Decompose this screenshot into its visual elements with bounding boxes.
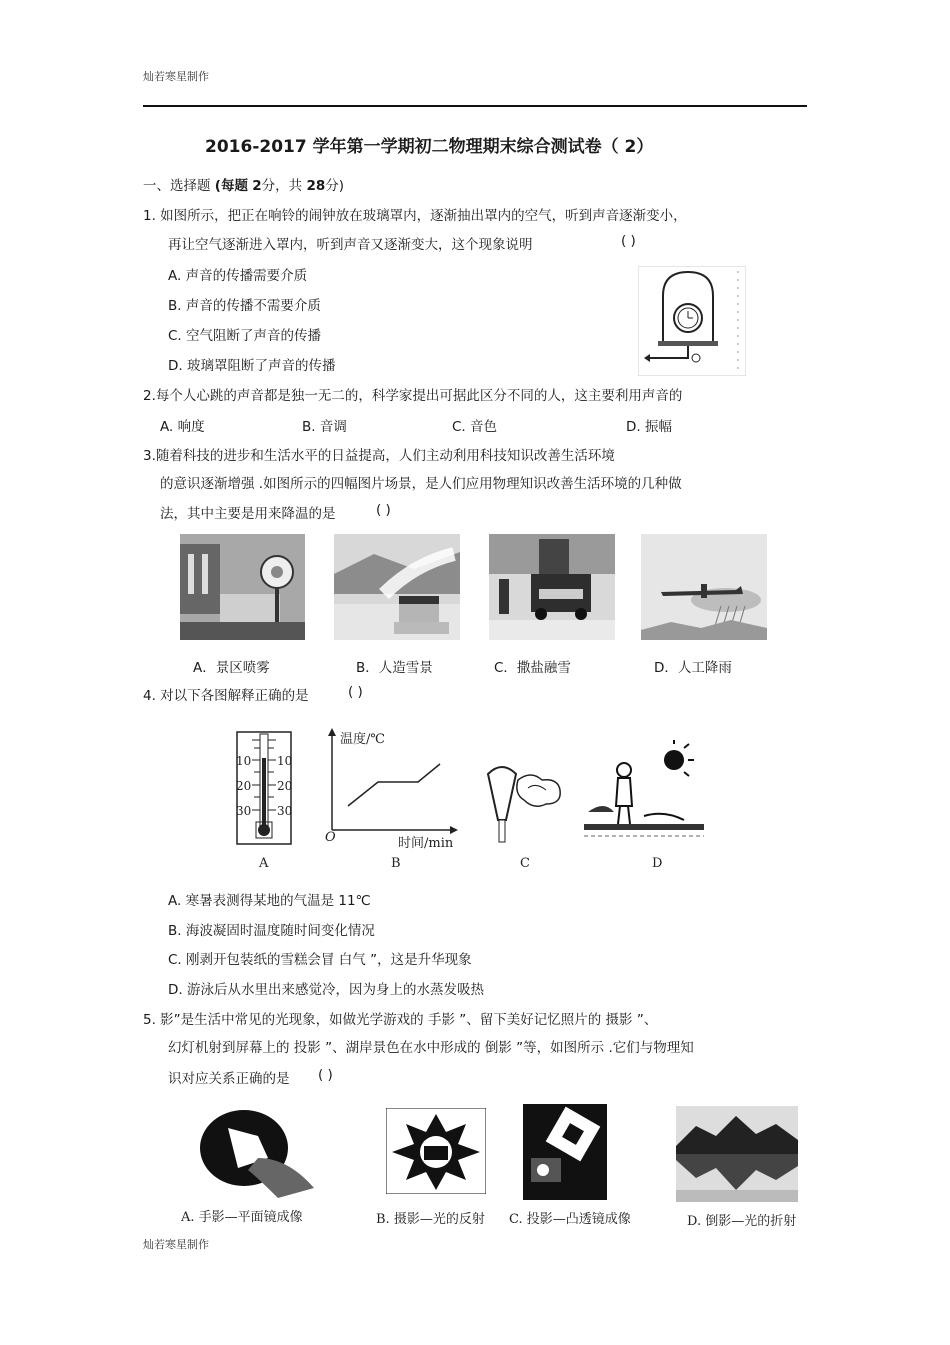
maker-header: 灿若寒星制作 [143,70,209,83]
thermo-tick-left-30: 30 [236,804,252,818]
q5-caption-d: D. 倒影—光的折射 [687,1214,797,1229]
q5-line3: 识对应关系正确的是 [168,1071,290,1087]
q5-line1: 5. 影”是生活中常见的光现象，如做光学游戏的 手影 ”、留下美好记忆照片的 摄影 ”、 [143,1012,658,1028]
photo-spray [180,534,305,640]
q4-option-d: D. 游泳后从水里出来感觉冷，因为身上的水蒸发吸热 [168,982,484,998]
q5-caption-c: C. 投影—凸透镜成像 [509,1212,631,1227]
q4-fig-label-b: B [391,856,401,871]
q4-fig-label-c: C [520,856,530,871]
photo-salt [489,534,615,640]
camera-flash-image [386,1108,486,1194]
q3-caption-b: B．人造雪景 [356,660,433,676]
photo-snow [334,534,460,640]
q4-option-a: A. 寒暑表测得某地的气温是 11℃ [168,893,371,909]
swimmer-figure [584,740,704,840]
q5-caption-b: B. 摄影—光的反射 [376,1212,485,1227]
q3-line1: 3.随着科技的进步和生活水平的日益提高，人们主动利用科技知识改善生活环境 [143,448,615,464]
section-fen1: 分，共 [261,178,303,194]
q1-option-d: D. 玻璃罩阻断了声音的传播 [168,358,336,374]
projector-image [523,1104,607,1200]
q2-option-d: D. 振幅 [626,419,672,435]
q2-text: 2.每个人心跳的声音都是独一无二的，科学家提出可据此区分不同的人，这主要利用声音的 [143,388,683,404]
reflection-image [676,1106,798,1202]
q4-fig-label-a: A [259,856,269,871]
q3-line2: 的意识逐渐增强 .如图所示的四幅图片场景，是人们应用物理知识改善生活环境的几种做 [160,476,682,492]
q1-option-a: A. 声音的传播需要介质 [168,268,308,284]
thermo-tick-right-30: 30 [277,804,293,818]
page-title: 2016-2017 学年第一学期初二物理期末综合测试卷（ 2） [205,137,654,157]
q2-option-a: A. 响度 [160,419,205,435]
section-per-score: 2 [252,178,262,194]
q4-option-b: B. 海波凝固时温度随时间变化情况 [168,923,375,939]
graph-origin: O [325,830,336,845]
q3-caption-d: D．人工降雨 [654,660,732,676]
q2-option-b: B. 音调 [302,419,347,435]
q5-paren: ( ) [318,1067,333,1083]
photo-rain [641,534,767,640]
header-rule [143,105,807,107]
section-note-open: (每题 [214,178,248,194]
q4-fig-label-d: D [652,856,663,871]
q2-option-c: C. 音色 [452,419,498,435]
q1-option-c: C. 空气阻断了声音的传播 [168,328,322,344]
q4-paren: ( ) [348,684,363,700]
thermo-tick-left-20: 20 [236,779,252,793]
graph-ylabel: 温度/℃ [340,732,385,747]
maker-footer: 灿若寒星制作 [143,1238,209,1251]
bell-jar-figure [638,266,746,376]
thermo-tick-right-20: 20 [277,779,293,793]
thermo-tick-right-10: 10 [277,754,293,768]
q5-line2: 幻灯机射到屏幕上的 投影 ”、湖岸景色在水中形成的 倒影 ”等，如图所示 .它们与物理知 [168,1040,694,1056]
q4-text: 4. 对以下各图解释正确的是 [143,688,309,704]
graph-xlabel: 时间/min [398,836,454,851]
q3-caption-c: C．撒盐融雪 [494,660,571,676]
ice-cream-figure [476,760,566,844]
section-heading [143,174,344,194]
section-label: 一、选择题 [143,178,211,194]
q3-paren: ( ) [376,502,391,518]
q1-paren: ( ) [621,233,636,249]
section-fen2: 分) [325,178,345,194]
q1-line2: 再让空气逐渐进入罩内，听到声音又逐渐变大，这个现象说明 [168,237,533,253]
q4-option-c: C. 刚剥开包装纸的雪糕会冒 白气 ”，这是升华现象 [168,952,472,968]
q3-line3: 法，其中主要是用来降温的是 [160,506,336,522]
section-total-score: 28 [306,178,326,194]
q1-line1: 1. 如图所示，把正在响铃的闹钟放在玻璃罩内，逐渐抽出罩内的空气，听到声音逐渐变小， [143,208,687,224]
hand-shadow-image [198,1108,316,1200]
thermo-tick-left-10: 10 [236,754,252,768]
q3-caption-a: A．景区喷雾 [193,660,270,676]
temperature-graph [318,726,458,848]
q1-option-b: B. 声音的传播不需要介质 [168,298,321,314]
q5-caption-a: A. 手影—平面镜成像 [181,1210,303,1225]
